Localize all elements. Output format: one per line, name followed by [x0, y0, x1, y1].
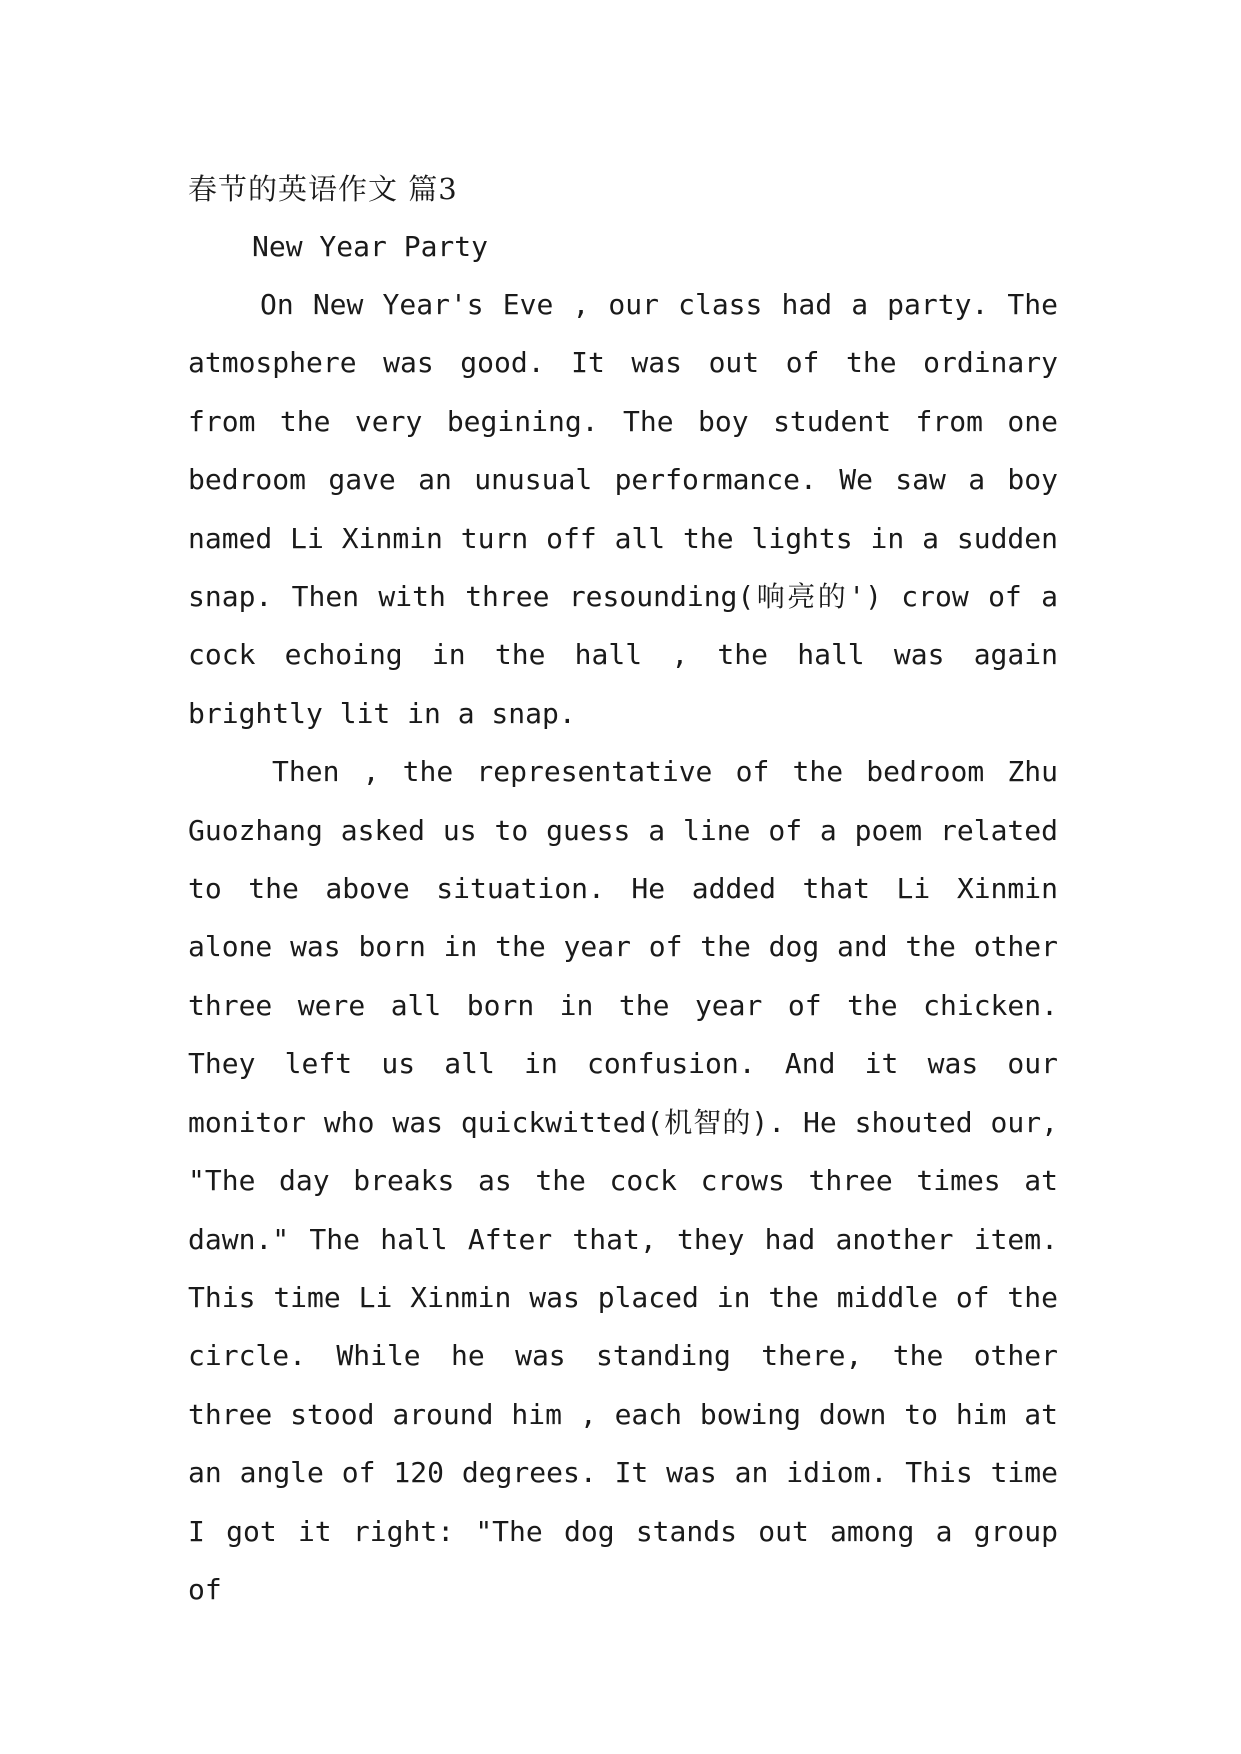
- paragraph-2: Then , the representative of the bedroom Zhu Guozhang asked us to guess a line of a poem related to the above situation. He added that Li Xinmin alone was born in the year of the dog and the other three were all born in the year of the chicken. They left us all in confusion. And it was our monitor who was quickwitted(机智的). He shouted our, "The day breaks as the cock crows three times at dawn." The hall After that, they had another item. This time Li Xinmin was placed in the middle of the circle. While he was standing there, the other three stood around him , each bowing down to him at an angle of 120 degrees. It was an idiom. This time I got it right: "The dog stands out among a group of: [188, 755, 1058, 1606]
- document-body: [188, 160, 1058, 1619]
- essay-title: New Year Party: [252, 230, 489, 263]
- document-heading: 春节的英语作文 篇3: [188, 172, 458, 206]
- paragraph-1: On New Year's Eve , our class had a party. The atmosphere was good. It was out of the ordinary from the very begining. The boy student from one bedroom gave an unusual performance. We saw a boy named Li Xinmin turn off all the lights in a sudden snap. Then with three resounding(响亮的') crow of a cock echoing in the hall , the hall was again brightly lit in a snap.: [188, 288, 1058, 730]
